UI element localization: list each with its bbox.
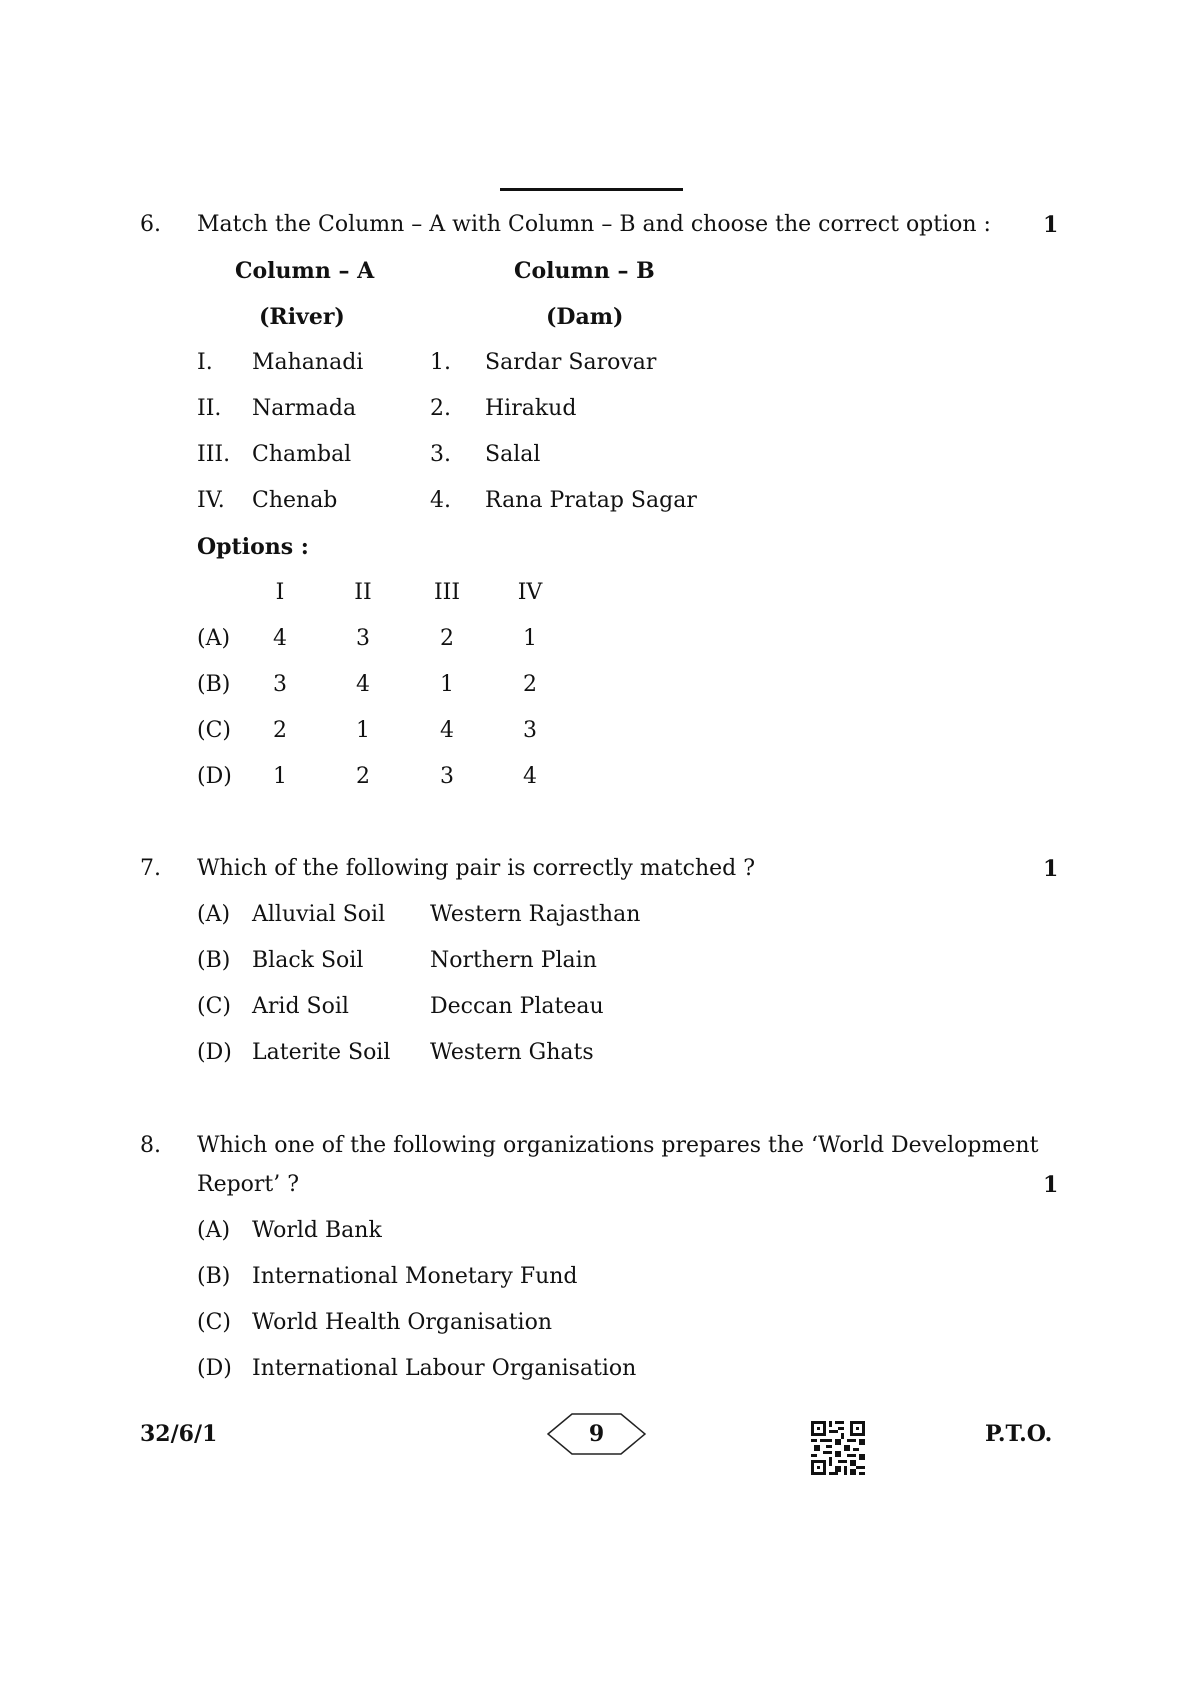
option-label[interactable]: (C)	[197, 1310, 231, 1335]
option-label[interactable]: (C)	[197, 718, 231, 743]
question-text: Match the Column – A with Column – B and choose the correct option :	[197, 212, 991, 237]
option-text: International Labour Organisation	[252, 1356, 637, 1381]
option-label[interactable]: (A)	[197, 1218, 231, 1243]
soil-name: Alluvial Soil	[252, 902, 386, 927]
header-iv: IV	[517, 580, 543, 605]
column-a-subtitle: (River)	[259, 304, 345, 330]
river-name: Narmada	[252, 396, 357, 421]
dam-number: 1.	[430, 350, 451, 375]
paper-code: 32/6/1	[140, 1421, 218, 1447]
roman-label: II.	[197, 396, 222, 421]
option-value: 3	[273, 672, 287, 697]
option-label[interactable]: (D)	[197, 764, 232, 789]
column-a-title: Column – A	[235, 258, 375, 284]
region-name: Deccan Plateau	[430, 994, 604, 1019]
column-b-title: Column – B	[514, 258, 655, 284]
qr-code-icon	[811, 1421, 865, 1475]
dam-number: 2.	[430, 396, 451, 421]
pto-label: P.T.O.	[985, 1421, 1053, 1447]
option-value: 1	[440, 672, 454, 697]
header-i: I	[275, 580, 285, 605]
river-name: Mahanadi	[252, 350, 364, 375]
question-text-line1: Which one of the following organizations prepares the ‘World Development	[197, 1133, 1039, 1158]
question-number: 6.	[140, 212, 161, 237]
roman-label: III.	[197, 442, 231, 467]
region-name: Western Ghats	[430, 1040, 594, 1065]
dam-number: 3.	[430, 442, 451, 467]
option-value: 4	[356, 672, 370, 697]
option-value: 3	[523, 718, 537, 743]
option-value: 2	[273, 718, 287, 743]
option-label[interactable]: (C)	[197, 994, 231, 1019]
option-label[interactable]: (A)	[197, 902, 231, 927]
option-label[interactable]: (B)	[197, 672, 231, 697]
option-value: 1	[273, 764, 287, 789]
river-name: Chenab	[252, 488, 338, 513]
option-value: 1	[523, 626, 537, 651]
top-rule	[500, 188, 683, 191]
option-text: World Bank	[252, 1218, 382, 1243]
option-text: World Health Organisation	[252, 1310, 553, 1335]
option-value: 2	[356, 764, 370, 789]
option-value: 4	[440, 718, 454, 743]
question-text: Which of the following pair is correctly matched ?	[197, 856, 756, 881]
option-value: 3	[440, 764, 454, 789]
question-marks: 1	[1043, 212, 1059, 238]
dam-number: 4.	[430, 488, 451, 513]
option-value: 4	[273, 626, 287, 651]
roman-label: IV.	[197, 488, 225, 513]
option-label[interactable]: (B)	[197, 948, 231, 973]
option-value: 2	[440, 626, 454, 651]
option-value: 1	[356, 718, 370, 743]
question-marks: 1	[1043, 856, 1059, 882]
option-value: 3	[356, 626, 370, 651]
question-number: 7.	[140, 856, 161, 881]
option-value: 2	[523, 672, 537, 697]
region-name: Western Rajasthan	[430, 902, 641, 927]
header-ii: II	[354, 580, 372, 605]
options-label: Options :	[197, 534, 309, 560]
dam-name: Hirakud	[485, 396, 577, 421]
option-label[interactable]: (D)	[197, 1356, 232, 1381]
column-b-subtitle: (Dam)	[546, 304, 624, 330]
header-iii: III	[433, 580, 461, 605]
option-text: International Monetary Fund	[252, 1264, 578, 1289]
option-label[interactable]: (A)	[197, 626, 231, 651]
soil-name: Laterite Soil	[252, 1040, 391, 1065]
region-name: Northern Plain	[430, 948, 597, 973]
option-label[interactable]: (D)	[197, 1040, 232, 1065]
page-number: 9	[588, 1421, 605, 1447]
soil-name: Arid Soil	[252, 994, 349, 1019]
option-value: 4	[523, 764, 537, 789]
soil-name: Black Soil	[252, 948, 364, 973]
dam-name: Rana Pratap Sagar	[485, 488, 697, 513]
dam-name: Salal	[485, 442, 541, 467]
question-marks: 1	[1043, 1172, 1059, 1198]
question-text-line2: Report’ ?	[197, 1172, 300, 1197]
roman-label: I.	[197, 350, 213, 375]
option-label[interactable]: (B)	[197, 1264, 231, 1289]
question-number: 8.	[140, 1133, 161, 1158]
dam-name: Sardar Sarovar	[485, 350, 657, 375]
river-name: Chambal	[252, 442, 352, 467]
